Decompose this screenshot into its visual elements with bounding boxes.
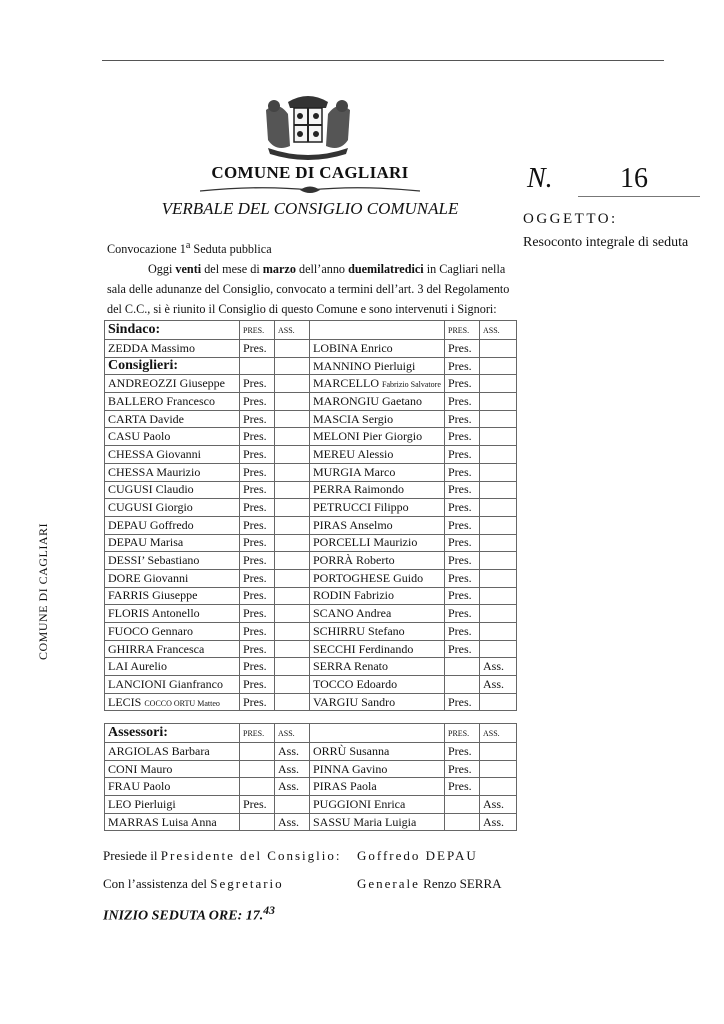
- ass-cell: [480, 375, 517, 393]
- member-name: PINNA Gavino: [310, 760, 445, 778]
- ass-cell: Ass.: [480, 796, 517, 814]
- member-name: MARRAS Luisa Anna: [105, 813, 240, 831]
- pres-cell: Pres.: [240, 534, 275, 552]
- pres-cell: Pres.: [445, 499, 480, 517]
- ass-header: ASS.: [480, 724, 517, 743]
- table-row: [105, 393, 517, 411]
- ass-cell: [275, 623, 310, 641]
- pres-cell: Pres.: [445, 623, 480, 641]
- ass-cell: [480, 393, 517, 411]
- member-name: FRAU Paolo: [105, 778, 240, 796]
- ass-cell: [275, 534, 310, 552]
- ass-cell: [480, 499, 517, 517]
- intro-line-4: del C.C., si è riunito il Consiglio di questo Comune e sono intervenuti i Signori:: [107, 302, 497, 317]
- member-name: SECCHI Ferdinando: [310, 640, 445, 658]
- pres-cell: Pres.: [445, 569, 480, 587]
- table-row: [105, 760, 517, 778]
- presiede-line: Presiede il Presidente del Consiglio:: [103, 848, 342, 863]
- pres-cell: Pres.: [240, 569, 275, 587]
- ass-cell: Ass.: [480, 658, 517, 676]
- intro-line-3: sala delle adunanze del Consiglio, convocato a termini dell’art. 3 del Regolamento: [107, 282, 510, 297]
- member-name: ZEDDA Massimo: [105, 340, 240, 358]
- table-row: [105, 516, 517, 534]
- ass-header: ASS.: [275, 724, 310, 743]
- sindaco-label: Sindaco:: [105, 321, 240, 340]
- table-row: [105, 428, 517, 446]
- ass-cell: [275, 676, 310, 694]
- member-name: PERRA Raimondo: [310, 481, 445, 499]
- top-rule: [102, 60, 664, 61]
- pres-cell: [445, 658, 480, 676]
- pres-cell: Pres.: [445, 481, 480, 499]
- ass-cell: Ass.: [275, 760, 310, 778]
- pres-cell: Pres.: [445, 357, 480, 375]
- ass-cell: [275, 375, 310, 393]
- member-name: LEO Pierluigi: [105, 796, 240, 814]
- pres-cell: [445, 813, 480, 831]
- assessori-label: Assessori:: [105, 724, 240, 743]
- ass-cell: [480, 587, 517, 605]
- table-row: [105, 534, 517, 552]
- table-row: [105, 357, 517, 375]
- inizio-seduta: INIZIO SEDUTA ORE: 17.43: [103, 904, 275, 924]
- pres-cell: Pres.: [445, 428, 480, 446]
- pres-cell: [445, 796, 480, 814]
- member-name: MEREU Alessio: [310, 446, 445, 464]
- pres-header: PRES.: [445, 724, 480, 743]
- table-row: [105, 796, 517, 814]
- ass-cell: [480, 693, 517, 711]
- table-row: [105, 778, 517, 796]
- pres-cell: Pres.: [240, 658, 275, 676]
- pres-cell: Pres.: [240, 428, 275, 446]
- pres-cell: Pres.: [240, 640, 275, 658]
- ass-cell: [480, 516, 517, 534]
- pres-cell: Pres.: [240, 552, 275, 570]
- table-row: [105, 693, 517, 711]
- member-name: PORRÀ Roberto: [310, 552, 445, 570]
- pres-cell: [445, 676, 480, 694]
- ass-cell: [480, 640, 517, 658]
- pres-cell: Pres.: [445, 587, 480, 605]
- ass-cell: Ass.: [480, 676, 517, 694]
- ass-cell: [480, 552, 517, 570]
- member-name: SASSU Maria Luigia: [310, 813, 445, 831]
- pres-cell: Pres.: [445, 534, 480, 552]
- member-name: BALLERO Francesco: [105, 393, 240, 411]
- ass-cell: [275, 516, 310, 534]
- ass-cell: [480, 534, 517, 552]
- pres-cell: Pres.: [240, 340, 275, 358]
- pres-cell: [240, 743, 275, 761]
- member-name: LANCIONI Gianfranco: [105, 676, 240, 694]
- ass-cell: [480, 569, 517, 587]
- ass-cell: [480, 778, 517, 796]
- ass-cell: [480, 340, 517, 358]
- table-row: [105, 658, 517, 676]
- member-name: MANNINO Pierluigi: [310, 357, 445, 375]
- council-attendance-table: [104, 320, 517, 711]
- pres-cell: Pres.: [240, 693, 275, 711]
- table-row: [105, 552, 517, 570]
- ass-cell: [275, 481, 310, 499]
- table-row: [105, 410, 517, 428]
- ass-cell: [275, 552, 310, 570]
- member-name: DEPAU Goffredo: [105, 516, 240, 534]
- pres-cell: Pres.: [445, 743, 480, 761]
- title-flourish: [200, 183, 420, 197]
- member-name: CUGUSI Giorgio: [105, 499, 240, 517]
- table-row: [105, 569, 517, 587]
- ass-header: ASS.: [275, 321, 310, 340]
- member-name: CASU Paolo: [105, 428, 240, 446]
- pres-cell: Pres.: [445, 640, 480, 658]
- ass-cell: [480, 623, 517, 641]
- member-name: SERRA Renato: [310, 658, 445, 676]
- member-name: PIRAS Anselmo: [310, 516, 445, 534]
- convocazione-line: Convocazione 1$^a$ Seduta pubblica: [107, 240, 272, 257]
- pres-cell: Pres.: [445, 410, 480, 428]
- ass-cell: [480, 357, 517, 375]
- member-name: RODIN Fabrizio: [310, 587, 445, 605]
- pres-cell: [240, 760, 275, 778]
- table-row: [105, 676, 517, 694]
- member-name: TOCCO Edoardo: [310, 676, 445, 694]
- pres-cell: Pres.: [445, 340, 480, 358]
- ass-cell: [275, 640, 310, 658]
- ass-cell: [275, 393, 310, 411]
- pres-header: PRES.: [240, 321, 275, 340]
- date-line: Oggi venti del mese di marzo dell’anno duemilatredici in Cagliari nella: [148, 262, 506, 277]
- table-row: [105, 481, 517, 499]
- ass-cell: [275, 605, 310, 623]
- pres-cell: [240, 778, 275, 796]
- pres-cell: Pres.: [240, 375, 275, 393]
- member-name: CONI Mauro: [105, 760, 240, 778]
- member-name: ANDREOZZI Giuseppe: [105, 375, 240, 393]
- table-row: [105, 813, 517, 831]
- member-name: SCANO Andrea: [310, 605, 445, 623]
- ass-cell: [480, 760, 517, 778]
- ass-cell: [275, 410, 310, 428]
- ass-cell: [275, 428, 310, 446]
- ass-header: ASS.: [480, 321, 517, 340]
- coat-of-arms-emblem: [258, 90, 358, 162]
- member-name: GHIRRA Francesca: [105, 640, 240, 658]
- ass-cell: [275, 693, 310, 711]
- oggetto-label: OGGETTO:: [523, 211, 618, 227]
- ass-cell: Ass.: [275, 778, 310, 796]
- member-name: DESSI’ Sebastiano: [105, 552, 240, 570]
- ass-cell: [275, 446, 310, 464]
- pres-cell: Pres.: [240, 623, 275, 641]
- member-name: ARGIOLAS Barbara: [105, 743, 240, 761]
- member-name: PIRAS Paola: [310, 778, 445, 796]
- consiglieri-label: Consiglieri:: [105, 357, 240, 375]
- pres-cell: Pres.: [240, 796, 275, 814]
- member-name: MASCIA Sergio: [310, 410, 445, 428]
- member-name: CHESSA Maurizio: [105, 463, 240, 481]
- table-row: [105, 743, 517, 761]
- pres-header: PRES.: [445, 321, 480, 340]
- member-name: SCHIRRU Stefano: [310, 623, 445, 641]
- ass-cell: [480, 428, 517, 446]
- member-name: PUGGIONI Enrica: [310, 796, 445, 814]
- number-label: N.: [527, 163, 553, 194]
- member-name: PETRUCCI Filippo: [310, 499, 445, 517]
- table-row: [105, 375, 517, 393]
- ass-cell: [480, 446, 517, 464]
- pres-cell: [240, 813, 275, 831]
- member-name: MELONI Pier Giorgio: [310, 428, 445, 446]
- member-name: FARRIS Giuseppe: [105, 587, 240, 605]
- ass-cell: [275, 463, 310, 481]
- member-name: FLORIS Antonello: [105, 605, 240, 623]
- pres-cell: Pres.: [240, 463, 275, 481]
- table-header-row: [105, 321, 517, 340]
- pres-cell: Pres.: [445, 393, 480, 411]
- document-type-title: VERBALE DEL CONSIGLIO COMUNALE: [161, 199, 459, 218]
- member-name: DEPAU Marisa: [105, 534, 240, 552]
- ass-cell: [275, 499, 310, 517]
- table-header-row: [105, 724, 517, 743]
- pres-cell: Pres.: [240, 393, 275, 411]
- ass-cell: [275, 796, 310, 814]
- table-row: [105, 499, 517, 517]
- member-name: CHESSA Giovanni: [105, 446, 240, 464]
- table-row: [105, 587, 517, 605]
- member-name: FUOCO Gennaro: [105, 623, 240, 641]
- member-name: LOBINA Enrico: [310, 340, 445, 358]
- intro-paragraph: [107, 236, 517, 319]
- member-name: VARGIU Sandro: [310, 693, 445, 711]
- ass-cell: [480, 481, 517, 499]
- member-name: MARCELLO Fabrizio Salvatore: [310, 375, 445, 393]
- member-name: MARONGIU Gaetano: [310, 393, 445, 411]
- ass-cell: Ass.: [480, 813, 517, 831]
- pres-cell: Pres.: [240, 516, 275, 534]
- pres-cell: Pres.: [240, 499, 275, 517]
- member-name: CUGUSI Claudio: [105, 481, 240, 499]
- ass-cell: [275, 569, 310, 587]
- member-name: CARTA Davide: [105, 410, 240, 428]
- pres-cell: Pres.: [445, 375, 480, 393]
- pres-cell: Pres.: [240, 410, 275, 428]
- ass-cell: [480, 410, 517, 428]
- ass-cell: [480, 463, 517, 481]
- segretario-name: Generale Renzo SERRA: [357, 876, 502, 891]
- pres-cell: Pres.: [240, 676, 275, 694]
- ass-cell: [275, 587, 310, 605]
- member-name: ORRÙ Susanna: [310, 743, 445, 761]
- pres-cell: Pres.: [445, 516, 480, 534]
- member-name: LAI Aurelio: [105, 658, 240, 676]
- side-vertical-label: COMUNE DI CAGLIARI: [36, 523, 50, 660]
- city-title: COMUNE DI CAGLIARI: [211, 163, 409, 182]
- assistenza-line: Con l’assistenza del Segretario: [103, 876, 284, 891]
- member-name: PORTOGHESE Guido: [310, 569, 445, 587]
- member-name: PORCELLI Maurizio: [310, 534, 445, 552]
- assessori-attendance-table: [104, 723, 517, 831]
- pres-cell: Pres.: [445, 446, 480, 464]
- presidente-name: Goffredo DEPAU: [357, 848, 478, 863]
- pres-header: PRES.: [240, 724, 275, 743]
- table-row: [105, 623, 517, 641]
- document-number: 16: [620, 163, 648, 194]
- ass-cell: [275, 340, 310, 358]
- ass-cell: Ass.: [275, 743, 310, 761]
- ass-cell: [480, 605, 517, 623]
- pres-cell: Pres.: [445, 760, 480, 778]
- pres-cell: Pres.: [240, 446, 275, 464]
- ass-cell: [480, 743, 517, 761]
- table-row: [105, 463, 517, 481]
- pres-cell: Pres.: [445, 552, 480, 570]
- pres-cell: Pres.: [240, 481, 275, 499]
- ass-cell: [275, 658, 310, 676]
- table-row: [105, 340, 517, 358]
- table-row: [105, 446, 517, 464]
- pres-cell: Pres.: [240, 605, 275, 623]
- member-name: MURGIA Marco: [310, 463, 445, 481]
- table-row: [105, 640, 517, 658]
- member-name: DORE Giovanni: [105, 569, 240, 587]
- pres-cell: Pres.: [445, 605, 480, 623]
- table-row: [105, 605, 517, 623]
- pres-cell: Pres.: [445, 693, 480, 711]
- ass-cell: Ass.: [275, 813, 310, 831]
- pres-cell: Pres.: [445, 463, 480, 481]
- pres-cell: Pres.: [240, 587, 275, 605]
- number-underline: [578, 196, 700, 197]
- member-name: LECIS COCCO ORTU Matteo: [105, 693, 240, 711]
- pres-cell: Pres.: [445, 778, 480, 796]
- oggetto-text: Resoconto integrale di seduta: [523, 235, 689, 250]
